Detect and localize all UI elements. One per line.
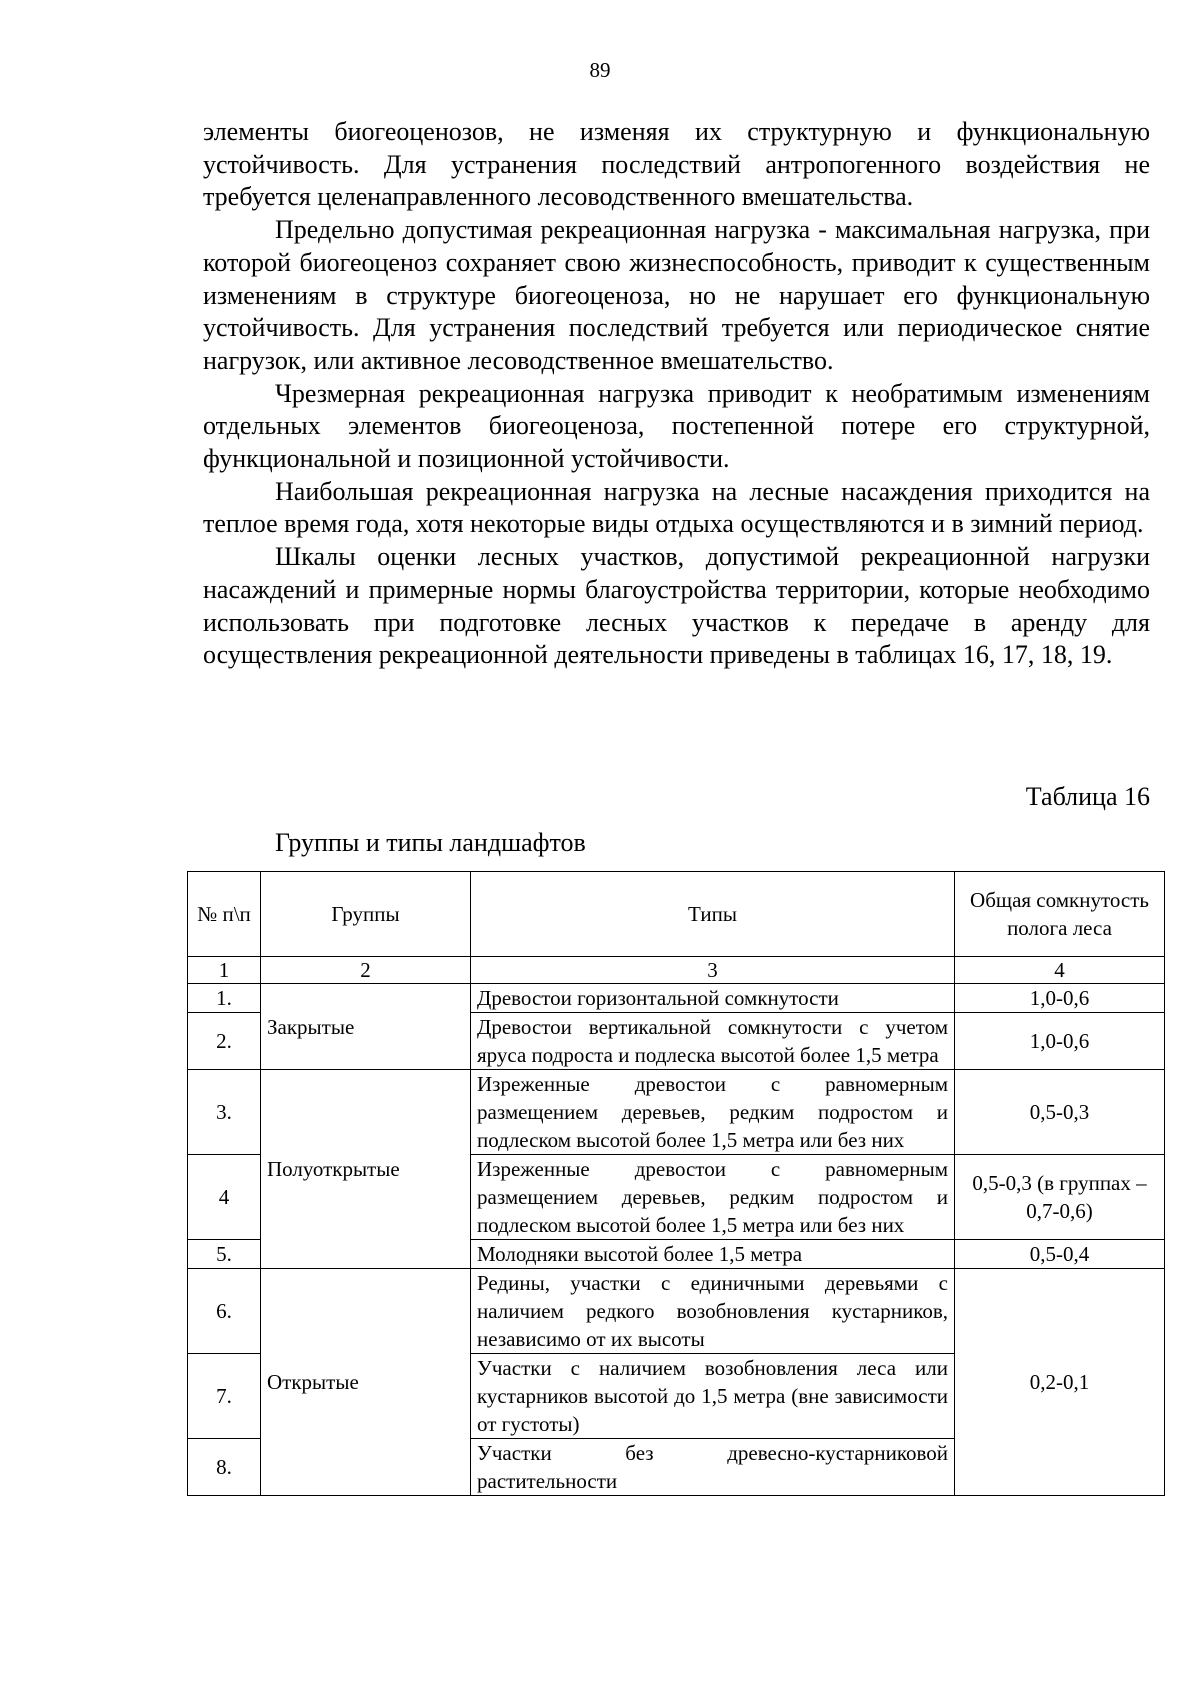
group-open: Открытые bbox=[261, 1269, 471, 1496]
paragraph: Предельно допустимая рекреационная нагрузка - максимальная нагрузка, при которой биогеоценоз сохраняет свою жизнеспособность, приводит к существенным изменениям в структуре биогеоценоза, но не нарушает его функциональную устойчивость. Для устранения последствий требуется или периодическое снятие нагрузок, или активное лесоводственное вмешательство. bbox=[203, 215, 1150, 375]
row-type: Участки без древесно-кустарниковой растительности bbox=[471, 1439, 955, 1496]
body-text bbox=[203, 116, 1150, 672]
row-type: Редины, участки с единичными деревьями с наличием редкого возобновления кустарников, независимо от их высоты bbox=[471, 1269, 955, 1354]
row-density: 0,5-0,4 bbox=[955, 1240, 1165, 1269]
row-number: 4 bbox=[188, 1155, 261, 1240]
row-number: 1. bbox=[188, 984, 261, 1013]
row-type: Изреженные древостои с равномерным размещением деревьев, редким подростом и подлеском высотой более 1,5 метра или без них bbox=[471, 1155, 955, 1240]
row-density: 0,5-0,3 bbox=[955, 1070, 1165, 1155]
row-type: Древостои вертикальной сомкнутости с учетом яруса подроста и подлеска высотой более 1,5 метра bbox=[471, 1013, 955, 1070]
paragraph: элементы биогеоценозов, не изменяя их структурную и функциональную устойчивость. Для устранения последствий антропогенного воздействия не требуется целенаправленного лесоводственного вмешательства. bbox=[203, 117, 1150, 212]
row-density: 0,5-0,3 (в группах – 0,7-0,6) bbox=[955, 1155, 1165, 1240]
page-number: 89 bbox=[589, 58, 611, 82]
header-num: № п\п bbox=[188, 872, 261, 957]
column-number: 2 bbox=[261, 957, 471, 984]
header-groups: Группы bbox=[261, 872, 471, 957]
row-number: 6. bbox=[188, 1269, 261, 1354]
row-number: 2. bbox=[188, 1013, 261, 1070]
paragraph: Шкалы оценки лесных участков, допустимой рекреационной нагрузки насаждений и примерные нормы благоустройства территории, которые необходимо использовать при подготовке лесных участков к передаче в аренду для осуществления рекреационной деятельности приведены в таблицах 16, 17, 18, 19. bbox=[203, 542, 1150, 670]
table-row bbox=[188, 1070, 1165, 1155]
table-header-row bbox=[188, 872, 1165, 957]
column-number: 1 bbox=[188, 957, 261, 984]
row-type: Изреженные древостои с равномерным размещением деревьев, редким подростом и подлеском высотой более 1,5 метра или без них bbox=[471, 1070, 955, 1155]
group-semi-open: Полуоткрытые bbox=[261, 1070, 471, 1269]
row-number: 3. bbox=[188, 1070, 261, 1155]
row-type: Участки с наличием возобновления леса или кустарников высотой до 1,5 метра (вне зависимости от густоты) bbox=[471, 1354, 955, 1439]
row-density: 0,2-0,1 bbox=[955, 1269, 1165, 1496]
table-row bbox=[188, 1269, 1165, 1354]
column-number-row bbox=[188, 957, 1165, 984]
landscape-table bbox=[187, 871, 1165, 1496]
paragraph: Чрезмерная рекреационная нагрузка приводит к необратимым изменениям отдельных элементов биогеоценоза, постепенной потере его структурной, функциональной и позиционной устойчивости. bbox=[203, 378, 1150, 474]
table-title: Группы и типы ландшафтов bbox=[275, 828, 586, 857]
row-density: 1,0-0,6 bbox=[955, 1013, 1165, 1070]
header-types: Типы bbox=[471, 872, 955, 957]
row-density: 1,0-0,6 bbox=[955, 984, 1165, 1013]
table-label: Таблица 16 bbox=[1025, 782, 1150, 811]
header-density: Общая сомкнутость полога леса bbox=[955, 872, 1165, 957]
row-number: 5. bbox=[188, 1240, 261, 1269]
column-number: 3 bbox=[471, 957, 955, 984]
table-row bbox=[188, 984, 1165, 1013]
row-type: Молодняки высотой более 1,5 метра bbox=[471, 1240, 955, 1269]
group-closed: Закрытые bbox=[261, 984, 471, 1070]
row-number: 7. bbox=[188, 1354, 261, 1439]
column-number: 4 bbox=[955, 957, 1165, 984]
row-type: Древостои горизонтальной сомкнутости bbox=[471, 984, 955, 1013]
row-number: 8. bbox=[188, 1439, 261, 1496]
paragraph: Наибольшая рекреационная нагрузка на лесные насаждения приходится на теплое время года, хотя некоторые виды отдыха осуществляются и в зимний период. bbox=[203, 476, 1150, 539]
